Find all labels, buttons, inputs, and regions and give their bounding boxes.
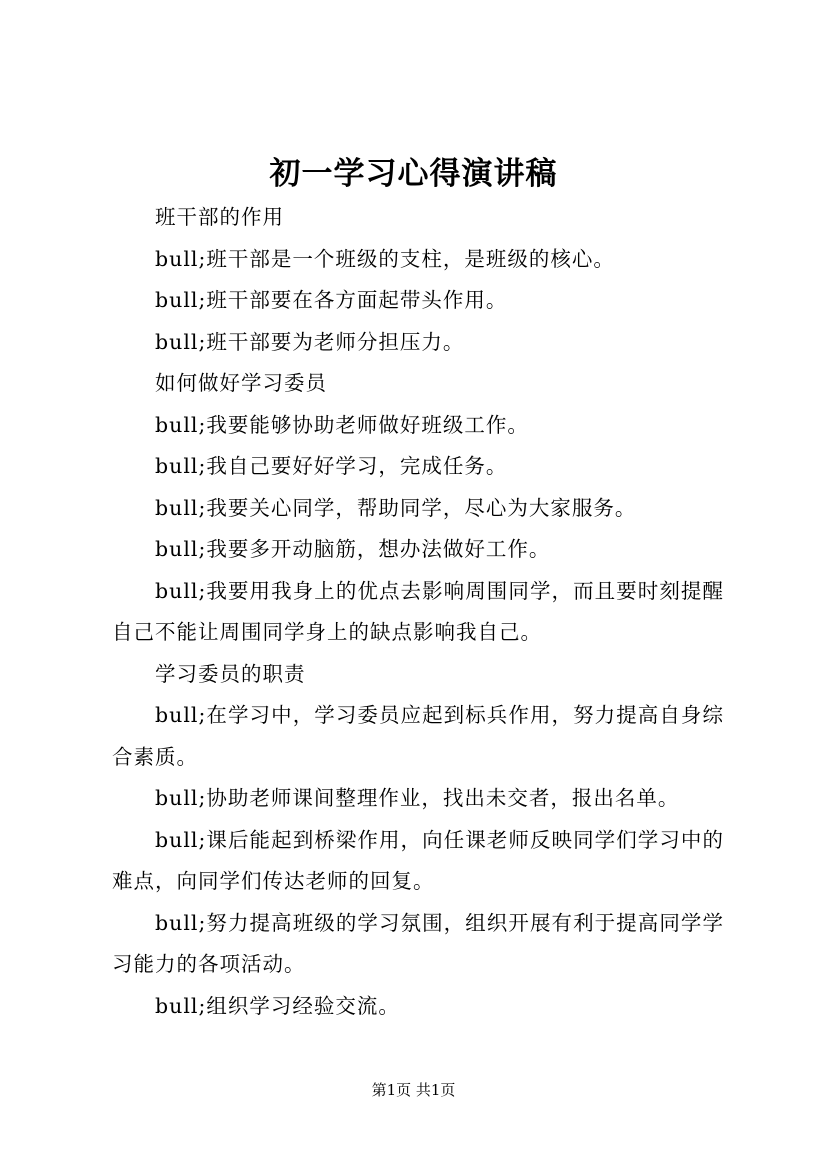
section-heading: 班干部的作用 <box>155 205 284 229</box>
bullet-paragraph: bull;协助老师课间整理作业，找出未交者，报出名单。 <box>155 786 680 810</box>
bullet-paragraph: bull;组织学习经验交流。 <box>155 993 400 1018</box>
bullet-paragraph: bull;在学习中，学习委员应起到标兵作用，努力提高自身综合素质。 <box>112 703 724 769</box>
bullet-paragraph: bull;努力提高班级的学习氛围，组织开展有利于提高同学学习能力的各项活动。 <box>112 910 724 976</box>
bullet-paragraph: bull;我要关心同学，帮助同学，尽心为大家服务。 <box>155 495 637 520</box>
bullet-paragraph: bull;课后能起到桥梁作用，向任课老师反映同学们学习中的难点，向同学们传达老师的回复。 <box>112 827 724 893</box>
document-body <box>112 197 724 1027</box>
bullet-paragraph: bull;我要用我身上的优点去影响周围同学，而且要时刻提醒自己不能让周围同学身上的缺点影响我自己。 <box>112 578 724 644</box>
bullet-paragraph: bull;我要多开动脑筋，想办法做好工作。 <box>155 537 551 561</box>
bullet-paragraph: bull;班干部要为老师分担压力。 <box>155 329 465 354</box>
bullet-paragraph: bull;我要能够协助老师做好班级工作。 <box>155 412 529 437</box>
bullet-paragraph: bull;班干部要在各方面起带头作用。 <box>155 288 508 312</box>
page-footer: 第1页 共1页 <box>371 1081 456 1099</box>
bullet-paragraph: bull;我自己要好好学习，完成任务。 <box>155 454 508 478</box>
bullet-paragraph: bull;班干部是一个班级的支柱，是班级的核心。 <box>155 246 615 271</box>
section-heading: 学习委员的职责 <box>155 661 306 686</box>
document-title: 初一学习心得演讲稿 <box>269 156 558 192</box>
section-heading: 如何做好学习委员 <box>155 371 327 395</box>
